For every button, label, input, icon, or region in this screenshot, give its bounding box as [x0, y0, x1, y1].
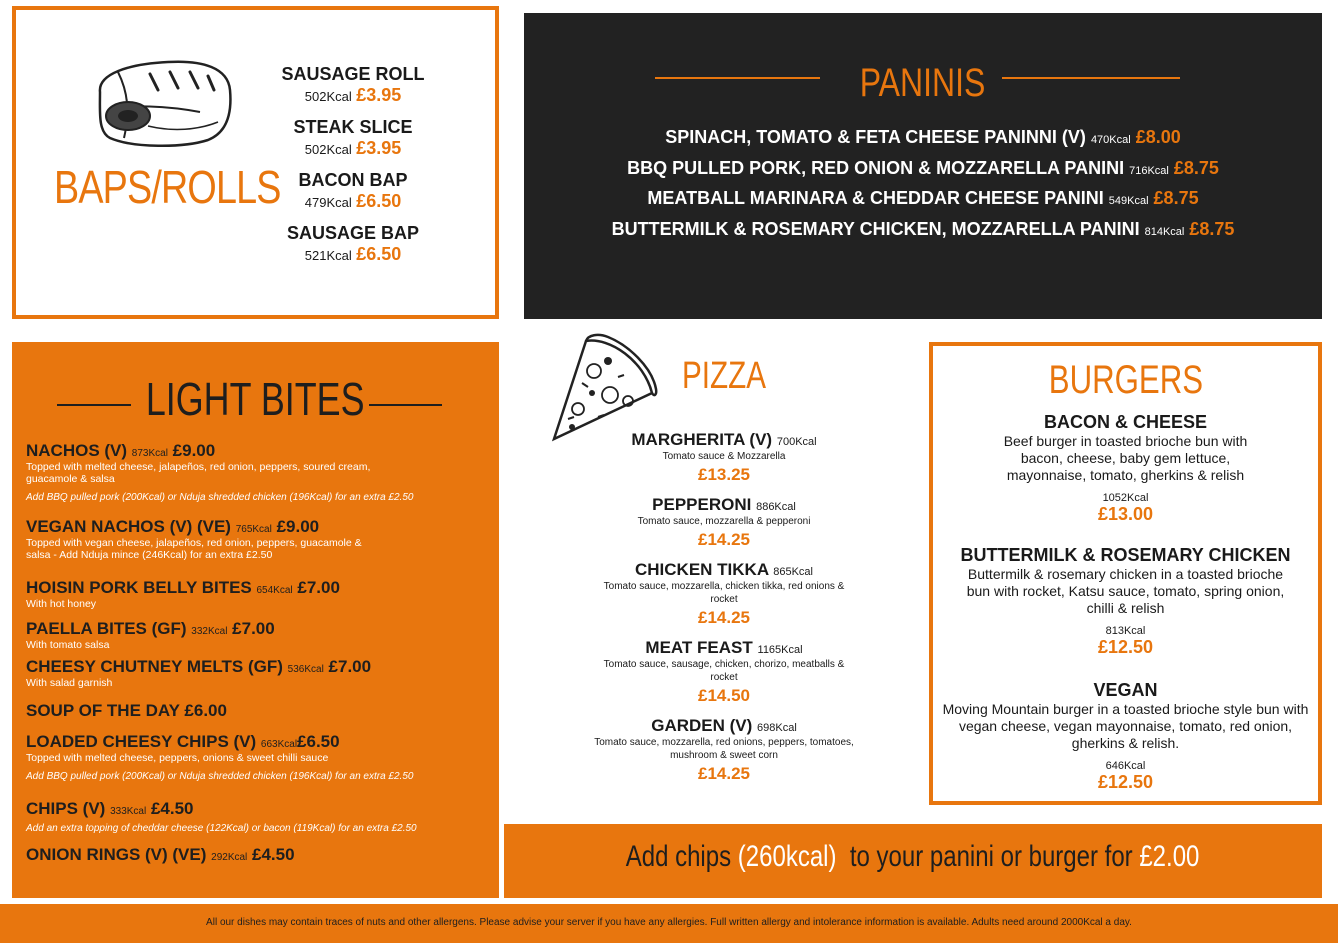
- section-title-paninis: PANINIS: [860, 61, 986, 105]
- item-price: £6.50: [356, 191, 402, 211]
- list-item: SPINACH, TOMATO & FETA CHEESE PANINNI (V) 470Kcal £8.00: [665, 127, 1181, 147]
- list-item: BBQ PULLED PORK, RED ONION & MOZZARELLA PANINI 716Kcal £8.75: [627, 157, 1219, 178]
- baps-list: [278, 64, 428, 276]
- baps-rolls-panel: [12, 6, 499, 319]
- footer-text: All our dishes may contain traces of nuts and other allergens. Please advise your server if you have any allergies. Full written allergy and intolerance information is available. Adults need around 2000Kcal a day.: [206, 917, 1132, 928]
- item-name: SAUSAGE BAP: [286, 223, 420, 243]
- list-item: CHICKEN TIKKA 865Kcal Tomato sauce, mozzarella, chicken tikka, red onions & rocket £14.25: [603, 560, 845, 627]
- section-title-light-bites: LIGHT BITES: [146, 373, 365, 425]
- list-item: BUTTERMILK & ROSEMARY CHICKEN, MOZZARELLA PANINI 814Kcal £8.75: [611, 218, 1235, 239]
- item-kcal: 521Kcal: [304, 248, 352, 263]
- pizza-panel: [504, 325, 924, 795]
- pizza-slice-illustration: [548, 331, 660, 443]
- list-item: [278, 170, 428, 212]
- item-price: £3.95: [356, 138, 402, 158]
- section-title-baps: BAPS/ROLLS: [54, 161, 281, 213]
- list-item: HOISIN PORK BELLY BITES 654Kcal £7.00 With hot honey: [26, 578, 340, 610]
- paninis-panel: [524, 13, 1322, 319]
- list-item: NACHOS (V) 873Kcal £9.00 Topped with melted cheese, jalapeños, red onion, peppers, soured cream, guacamole & salsa Add BBQ pulled pork (200Kcal) or Nduja shredded chicken (196Kcal) for an extra £2.50: [26, 441, 414, 503]
- item-kcal: 502Kcal: [304, 89, 352, 104]
- item-name: BACON BAP: [298, 170, 408, 190]
- item-name: STEAK SLICE: [293, 117, 413, 137]
- list-item: GARDEN (V) 698Kcal Tomato sauce, mozzarella, red onions, peppers, tomatoes, mushroom & sweet corn £14.25: [594, 716, 854, 783]
- list-item: VEGAN Moving Mountain burger in a toasted brioche style bun with vegan cheese, vegan mayonnaise, tomato, red onion, gherkins & relish. 646Kcal £12.50: [942, 680, 1309, 792]
- item-price: £6.50: [356, 244, 402, 264]
- burgers-panel: [929, 342, 1322, 805]
- section-title-pizza: PIZZA: [682, 355, 766, 397]
- allergen-footer: [0, 904, 1338, 943]
- item-price: £3.95: [356, 85, 402, 105]
- list-item: [278, 223, 428, 265]
- section-title-burgers: BURGERS: [1048, 358, 1203, 402]
- list-item: MEAT FEAST 1165Kcal Tomato sauce, sausage, chicken, chorizo, meatballs & rocket £14.50: [603, 638, 845, 705]
- list-item: PEPPERONI 886Kcal Tomato sauce, mozzarella & pepperoni £14.25: [637, 495, 811, 549]
- list-item: BUTTERMILK & ROSEMARY CHICKEN Buttermilk & rosemary chicken in a toasted brioche bun with rocket, Katsu sauce, tomato, spring onion, chilli & relish 813Kcal £12.50: [960, 545, 1291, 657]
- item-name: SAUSAGE ROLL: [281, 64, 425, 84]
- list-item: [278, 64, 428, 106]
- list-item: MARGHERITA (V) 700Kcal Tomato sauce & Mozzarella £13.25: [631, 430, 817, 484]
- list-item: BACON & CHEESE Beef burger in toasted brioche bun with bacon, cheese, baby gem lettuce, mayonnaise, tomato, gherkins & relish 1052Kcal £13.00: [1003, 412, 1248, 524]
- paninis-list: [524, 125, 1322, 247]
- list-item: SOUP OF THE DAY £6.00: [26, 701, 227, 720]
- add-chips-text: Add chips (260kcal) to your panini or burger for £2.00: [626, 840, 1200, 873]
- item-kcal: 502Kcal: [304, 142, 352, 157]
- list-item: CHIPS (V) 333Kcal £4.50 Add an extra topping of cheddar cheese (122Kcal) or bacon (119Kcal) for an extra £2.50: [26, 799, 417, 834]
- list-item: MEATBALL MARINARA & CHEDDAR CHEESE PANINI 549Kcal £8.75: [647, 188, 1199, 208]
- list-item: VEGAN NACHOS (V) (VE) 765Kcal £9.00 Topped with vegan cheese, jalapeños, red onion, peppers, guacamole & salsa - Add Nduja mince (246Kcal) for an extra £2.50: [26, 517, 362, 561]
- item-kcal: 479Kcal: [304, 195, 352, 210]
- light-bites-panel: [12, 342, 499, 898]
- list-item: CHEESY CHUTNEY MELTS (GF) 536Kcal £7.00 With salad garnish: [26, 657, 372, 689]
- list-item: [278, 117, 428, 159]
- list-item: ONION RINGS (V) (VE) 292Kcal £4.50: [26, 845, 295, 864]
- list-item: LOADED CHEESY CHIPS (V) 663Kcal£6.50 Topped with melted cheese, peppers, onions & sweet chilli sauce Add BBQ pulled pork (200Kcal) or Nduja shredded chicken (196Kcal) for an extra £2.50: [26, 732, 414, 782]
- sausage-roll-illustration: [88, 52, 238, 152]
- list-item: PAELLA BITES (GF) 332Kcal £7.00 With tomato salsa: [26, 619, 275, 651]
- add-chips-banner: [504, 824, 1322, 898]
